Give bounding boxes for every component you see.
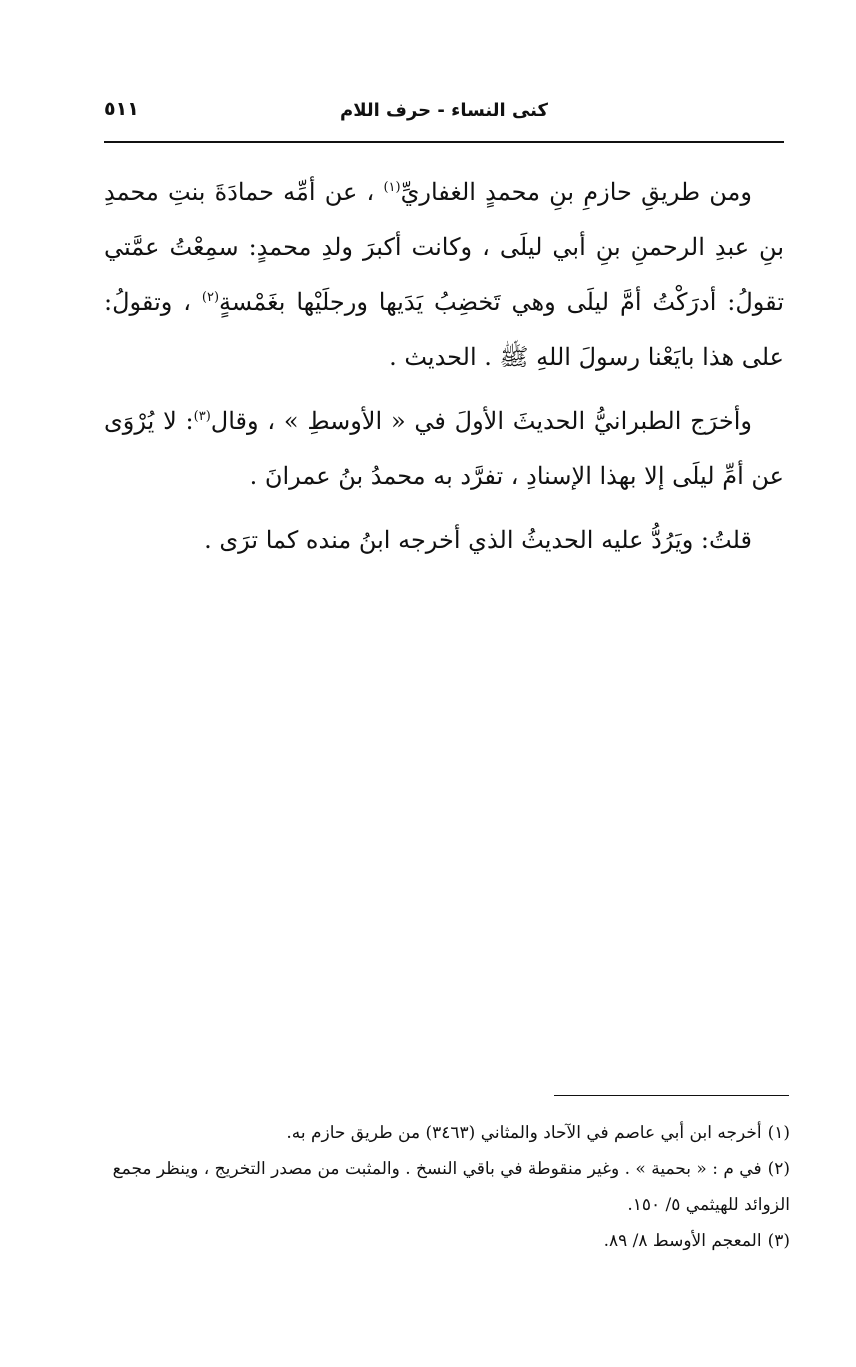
running-header <box>104 94 784 134</box>
footnote-1 <box>104 1115 790 1151</box>
footnote-2-number: (٢) <box>767 1159 790 1179</box>
paragraph-2-text-a: وأخرَج الطبرانيُّ الحديثَ الأولَ في « الأوسطِ » ، وقال <box>210 407 752 435</box>
footnote-1-text: أخرجه ابن أبي عاصم في الآحاد والمثاني (٣٤٦٣) من طريق حازم به. <box>286 1123 762 1143</box>
paragraph-2 <box>104 394 784 504</box>
page-number: ٥١١ <box>104 98 139 120</box>
footnote-3-text: المعجم الأوسط ٨/ ٨٩. <box>603 1231 762 1251</box>
header-rule <box>104 141 784 143</box>
paragraph-1-text-b: ، عن أمِّه حمادَةَ بنتِ محمدِ بنِ عبدِ الرحمنِ بنِ أبي ليلَى ، وكانت أكبرَ ولدِ محمدٍ: سمِعْتُ عمَّتي تقولُ: أدرَكْتُ أمَّ ليلَى وهي تَخضِبُ يَدَيها ورجلَيْها بغَمْسةٍ <box>104 178 784 316</box>
paragraph-1 <box>104 165 784 385</box>
footnote-3-number: (٣) <box>767 1231 790 1251</box>
paragraph-1-text-a: ومن طريقِ حازمِ بنِ محمدٍ الغفاريِّ <box>400 178 753 206</box>
header-title: كنى النساء - حرف اللام <box>340 100 548 121</box>
footnote-2-text: في م : « بحمية » . وغير منقوطة في باقي النسخ . والمثبت من مصدر التخريج ، وينظر مجمع الزوائد للهيثمي ٥/ ١٥٠. <box>112 1159 790 1215</box>
main-text <box>104 165 784 577</box>
footnote-ref-1: (١) <box>383 180 401 195</box>
footnote-1-number: (١) <box>767 1123 790 1143</box>
paragraph-2-text-b: : لا يُرْوَى عن أمِّ ليلَى إلا بهذا الإسنادِ ، تفرَّد به محمدُ بنُ عمرانَ . <box>104 407 784 490</box>
footnote-ref-2: (٢) <box>201 290 220 305</box>
footnote-ref-3: (٣) <box>193 409 211 424</box>
paragraph-3: قلتُ: ويَرُدُّ عليه الحديثُ الذي أخرجه ابنُ منده كما ترَى . <box>204 526 752 554</box>
paragraph-1-text-c: ، وتقولُ: على هذا بايَعْنا رسولَ اللهِ ﷺ . الحديث . <box>104 288 784 371</box>
footnotes <box>104 1115 790 1259</box>
footnote-3 <box>104 1223 790 1259</box>
footnote-2 <box>104 1151 790 1223</box>
footnote-rule <box>554 1095 789 1096</box>
